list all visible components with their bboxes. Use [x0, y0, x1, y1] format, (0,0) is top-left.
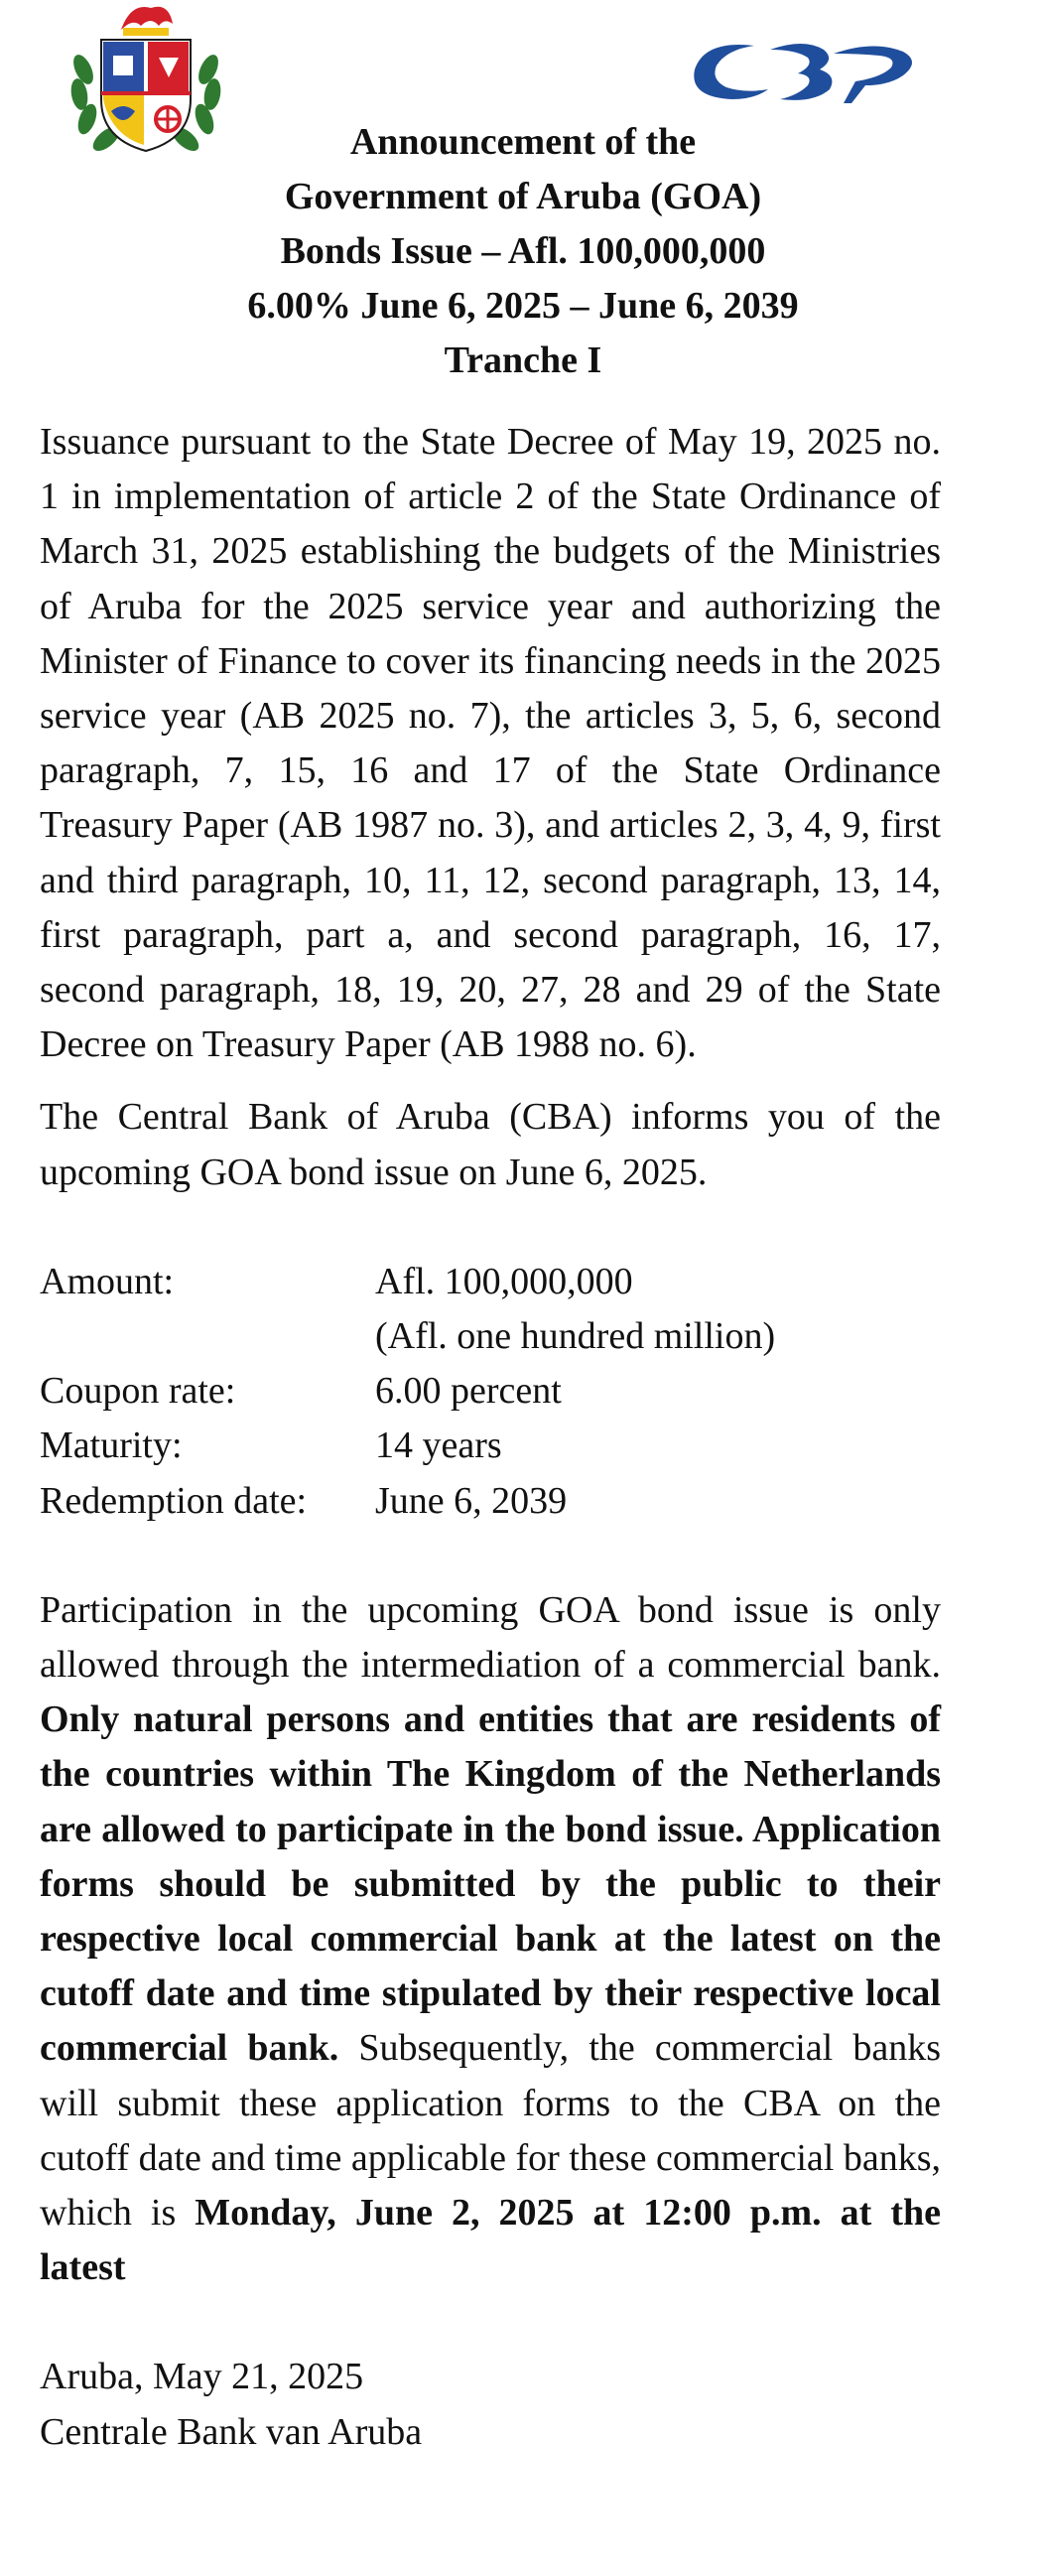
details-value: 6.00 percent	[375, 1370, 562, 1413]
signature-block	[40, 2350, 941, 2459]
details-label: Redemption date:	[40, 1479, 308, 1522]
announcement-title	[0, 115, 1046, 388]
title-line: 6.00% June 6, 2025 – June 6, 2039	[247, 285, 799, 327]
participation-intro: Participation in the upcoming GOA bond issue is only allowed through the intermediation of a commercial bank.	[40, 1588, 941, 1686]
title-line: Bonds Issue – Afl. 100,000,000	[280, 230, 766, 272]
details-row	[40, 1474, 941, 1529]
cba-logo-image	[685, 28, 923, 117]
issue-notice-paragraph: The Central Bank of Aruba (CBA) informs you of the upcoming GOA bond issue on June 6, 2025.	[40, 1096, 941, 1193]
eligibility-notice: Only natural persons and entities that are residents of the countries within The Kingdom of the Netherlands are allowed to participate in the bond issue. Application forms should be submitted by the public to their respective local commercial bank at the latest on the cutoff date and time stipulated by their respective local commercial bank.	[40, 1698, 941, 2070]
submission-text: Subsequently, the commercial banks will submit these application forms to the CBA on the cutoff date and time applicable for these commercial banks, which is	[40, 2027, 942, 2235]
legal-basis-paragraph: Issuance pursuant to the State Decree of May 19, 2025 no. 1 in implementation of article 2 of the State Ordinance of March 31, 2025 establishing the budgets of the Ministries of Aruba for the 2025 service year and authorizing the Minister of Finance to cover its financing needs in the 2025 service year (AB 2025 no. 7), the articles 3, 5, 6, second paragraph, 7, 15, 16 and 17 of the State Ordinance Treasury Paper (AB 1987 no. 3), and articles 2, 3, 4, 9, first and third paragraph, 10, 11, 12, second paragraph, 13, 14, first paragraph, part a, and second paragraph, 16, 17, second paragraph, 18, 19, 20, 27, 28 and 29 of the State Decree on Treasury Paper (AB 1988 no. 6).	[40, 421, 941, 1066]
bond-details	[40, 1255, 941, 1529]
details-row	[40, 1419, 941, 1473]
details-value: 14 years	[375, 1424, 502, 1467]
participation-paragraph	[40, 1583, 941, 2296]
title-line: Government of Aruba (GOA)	[284, 176, 762, 217]
cutoff-deadline: Monday, June 2, 2025 at 12:00 p.m. at the latest	[40, 2192, 942, 2289]
announcement-body	[40, 415, 941, 2460]
title-line: Announcement of the	[349, 121, 697, 163]
place-and-date: Aruba, May 21, 2025	[40, 2356, 364, 2398]
details-row	[40, 1364, 941, 1419]
details-row	[40, 1309, 941, 1364]
details-value: (Afl. one hundred million)	[375, 1315, 776, 1358]
details-label: Amount:	[40, 1260, 175, 1302]
details-value: Afl. 100,000,000	[375, 1260, 633, 1302]
details-label	[40, 1309, 375, 1364]
issuer-name: Centrale Bank van Aruba	[40, 2410, 423, 2453]
title-line: Tranche I	[444, 339, 602, 381]
details-value: June 6, 2039	[375, 1479, 568, 1522]
details-label: Coupon rate:	[40, 1370, 236, 1413]
details-label: Maturity:	[40, 1424, 183, 1467]
details-row	[40, 1255, 941, 1309]
